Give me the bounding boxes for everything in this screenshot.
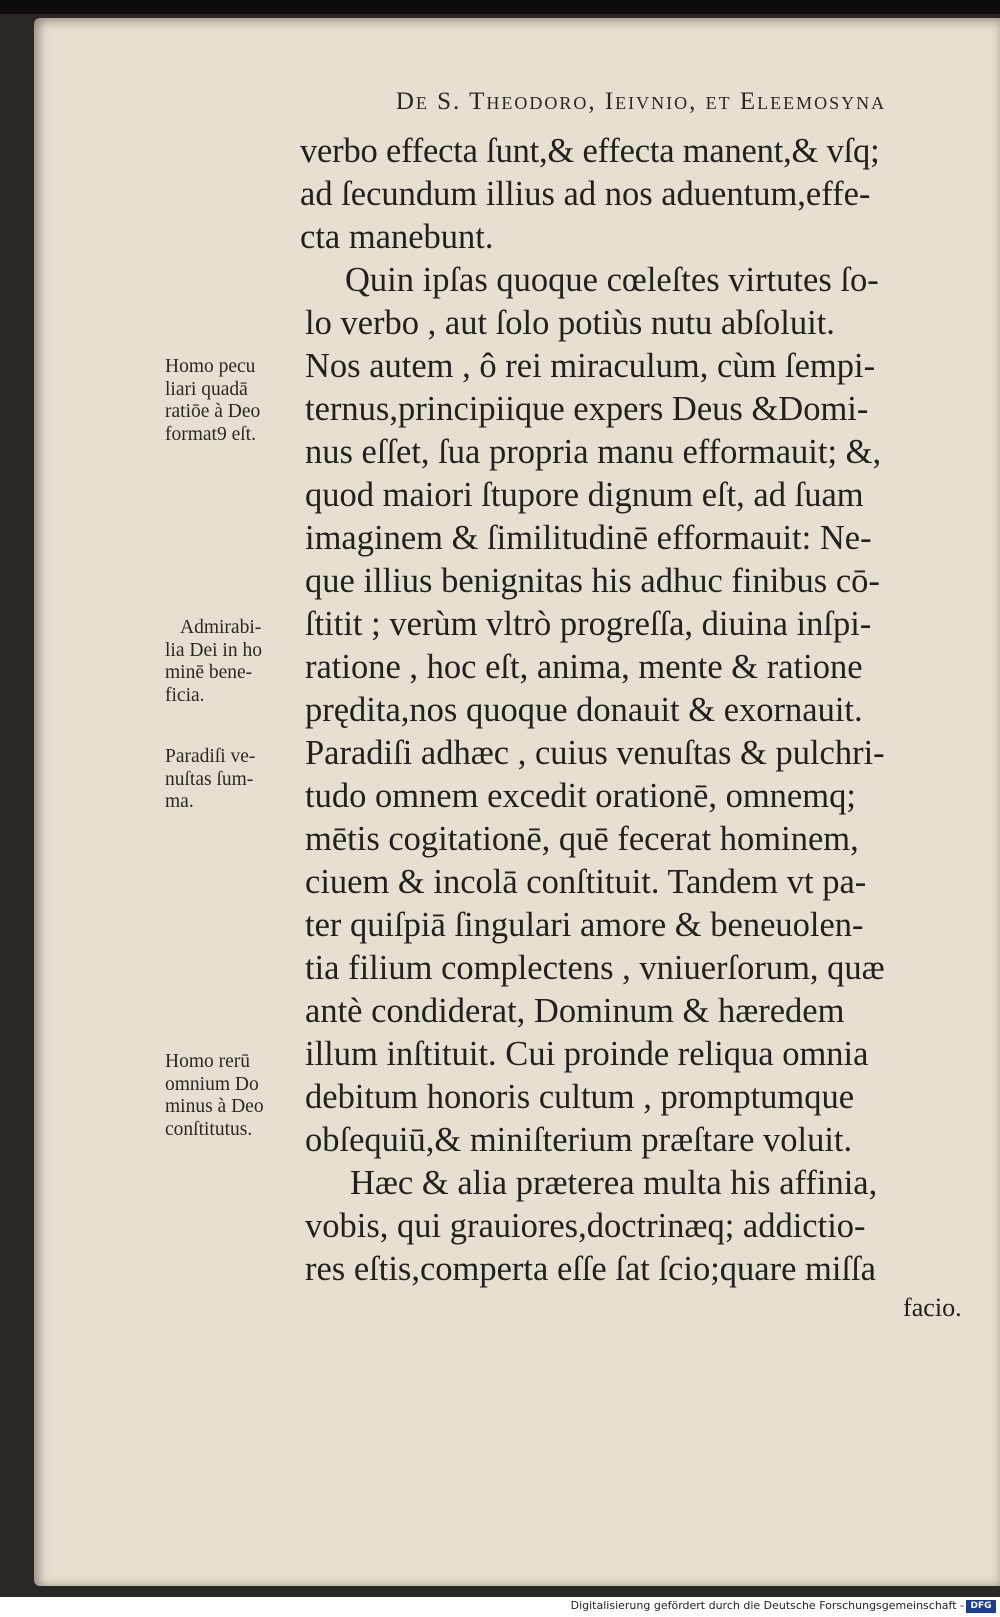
body-line: ternus,principiique expers Deus &Domi- — [305, 390, 869, 428]
body-line: vobis, qui grauiores,doctrinæq; addictio- — [305, 1207, 866, 1245]
body-line: ter quiſpiā ſingulari amore & beneuolen- — [305, 906, 864, 944]
margin-note-line: Paradiſi ve- — [165, 746, 256, 767]
body-line: ad ſecundum illius ad nos aduentum,effe- — [300, 175, 871, 213]
body-line: imaginem & ſimilitudinē efformauit: Ne- — [305, 519, 872, 557]
margin-note-line: Admirabi- — [180, 617, 262, 638]
margin-note — [165, 746, 305, 814]
margin-note — [165, 1051, 305, 1141]
margin-note-line: ficia. — [165, 684, 205, 706]
body-line: quod maiori ſtupore dignum eſt, ad ſuam — [305, 476, 864, 514]
body-line: ratione , hoc eſt, anima, mente & ratione — [305, 648, 863, 686]
body-line: verbo effecta ſunt,& effecta manent,& vſq; — [300, 132, 880, 170]
body-line: nus eſſet, ſua propria manu efformauit; &, — [305, 433, 882, 471]
margin-note — [165, 617, 320, 707]
margin-note-line: minus à Deo — [165, 1096, 264, 1118]
body-line: facio. — [903, 1293, 962, 1322]
margin-note-line: Homo pecu — [165, 356, 256, 377]
body-line: tia filium complectens , vniuerſorum, quæ — [305, 949, 885, 987]
body-line: ciuem & incolā conſtituit. Tandem vt pa- — [305, 863, 867, 901]
body-line: que illius benignitas his adhuc finibus cō- — [305, 562, 880, 600]
scan-top-edge — [0, 0, 1000, 14]
body-line: prędita,nos quoque donauit & exornauit. — [305, 691, 863, 729]
body-line: Quin ipſas quoque cœleſtes virtutes ſo- — [345, 261, 879, 299]
body-line: Paradiſi adhæc , cuius venuſtas & pulchri- — [305, 734, 885, 772]
body-line: tudo omnem excedit orationē, omnemq; — [305, 777, 856, 815]
body-line: antè condiderat, Dominum & hæredem — [305, 992, 845, 1030]
margin-note-line: minē bene- — [165, 662, 253, 684]
body-line: obſequiū,& miniſterium præſtare voluit. — [305, 1121, 853, 1159]
body-line: Hæc & alia præterea multa his affinia, — [350, 1164, 878, 1202]
margin-note-line: liari quadā — [165, 378, 248, 400]
body-line: illum inſtituit. Cui proinde reliqua omnia — [305, 1035, 869, 1073]
dfg-logo-icon: DFG — [966, 1600, 996, 1613]
margin-note-line: lia Dei in ho — [165, 639, 262, 661]
margin-note-line: conſtitutus. — [165, 1118, 253, 1140]
body-line: cta manebunt. — [300, 218, 494, 256]
body-line: lo verbo , aut ſolo potiùs nutu abſoluit. — [305, 304, 835, 342]
margin-note — [165, 356, 305, 446]
body-line: Nos autem , ô rei miraculum, cùm ſempi- — [305, 347, 876, 385]
running-head: De S. Theodoro, Ieivnio, et Eleemosyna — [395, 88, 887, 115]
body-line: debitum honoris cultum , promptumque — [305, 1078, 855, 1116]
margin-note-line: Homo rerū — [165, 1051, 251, 1072]
footer-credit: Digitalisierung gefördert durch die Deutsche Forschungsgemeinschaft - — [570, 1599, 964, 1612]
margin-note-line: nuſtas ſum- — [165, 768, 254, 790]
margin-note-line: format9 eſt. — [165, 423, 256, 445]
body-line: mētis cogitationē, quē fecerat hominem, — [305, 820, 859, 858]
margin-note-line: ma. — [165, 791, 194, 813]
body-line: ſtitit ; verùm vltrò progreſſa, diuina inſpi- — [305, 605, 872, 643]
margin-note-line: omnium Do — [165, 1073, 259, 1095]
margin-note-line: ratiōe à Deo — [165, 401, 261, 423]
body-line: res eſtis,comperta eſſe ſat ſcio;quare miſſa — [305, 1250, 876, 1288]
